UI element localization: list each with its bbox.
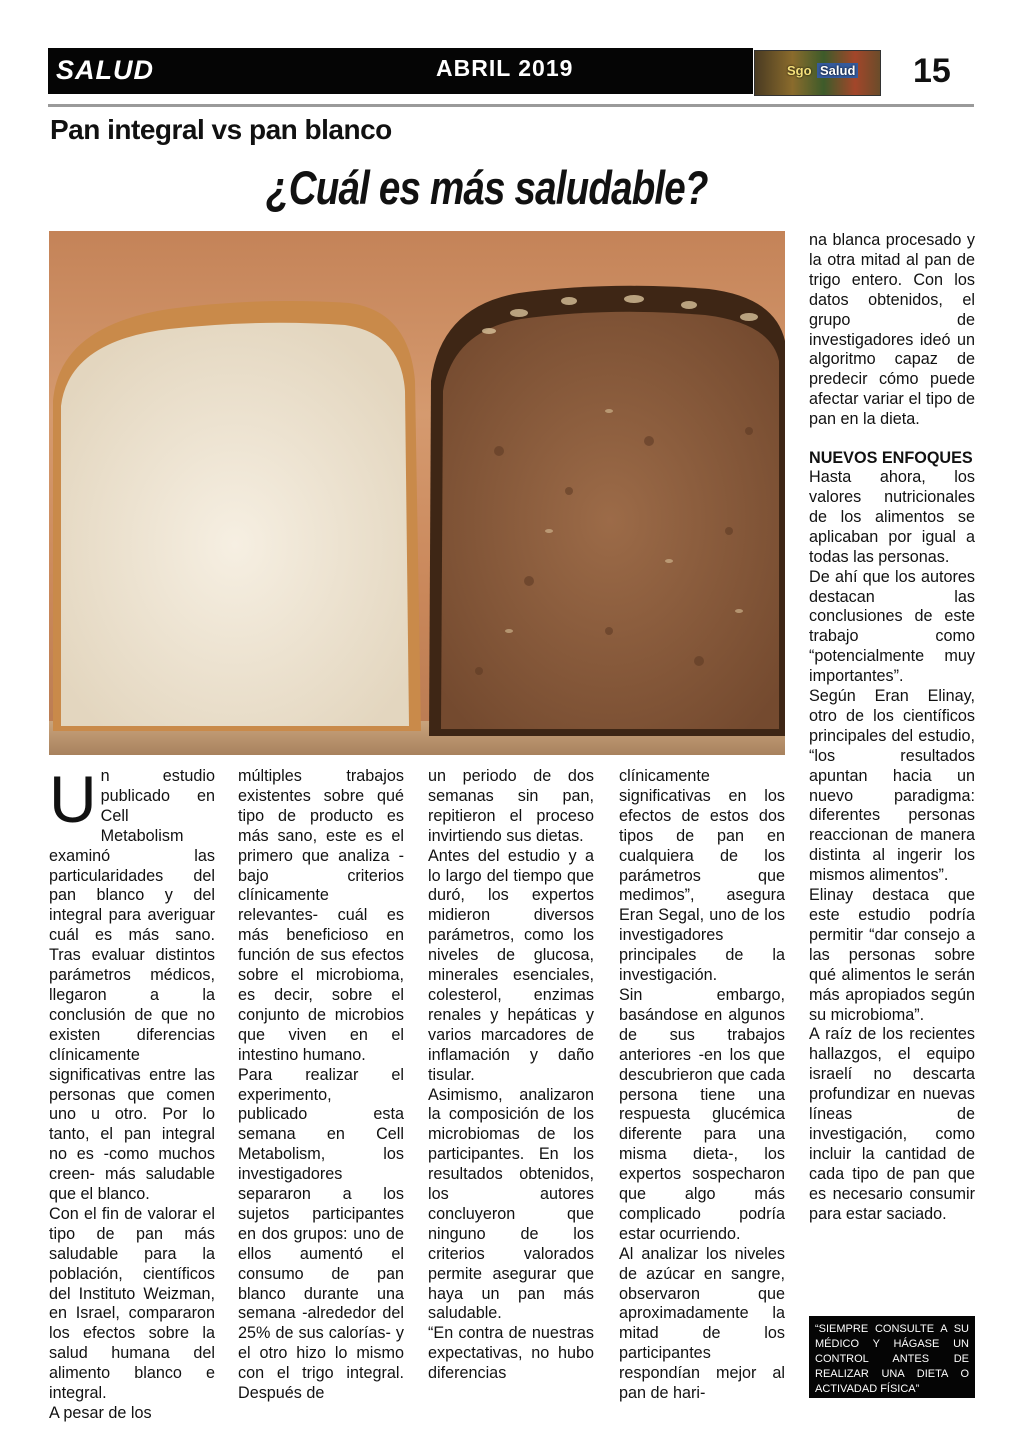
logo-text-salud: Salud <box>817 63 858 78</box>
article-column-3 <box>428 767 594 1384</box>
logo-text-sgo: Sgo <box>787 63 812 78</box>
article-column-5 <box>809 231 975 1225</box>
paragraph: Hasta ahora, los valores nutricionales de los alimentos se aplicaban por igual a todas las personas. <box>809 468 975 566</box>
paragraph: Asimismo, analizaron la composición de los microbiomas de los participantes. En los resultados obtenidos, los autores concluyeron que ninguno de los criterios valorados permite asegurar que haya un pan más saludable. <box>428 1085 594 1323</box>
subheading: NUEVOS ENFOQUES <box>809 449 973 468</box>
paragraph: Elinay destaca que este estudio podría permitir “dar consejo a las personas sobre qué alimentos le serán más apropiados según su microbioma”. <box>809 886 975 1024</box>
advice-callout: “SIEMPRE CONSULTE A SU MÉDICO Y HÁGASE UN CONTROL ANTES DE REALIZAR UNA DIETA O ACTIVADAD FÍSICA” <box>809 1316 975 1398</box>
bread-photo <box>49 231 785 755</box>
section-label: SALUD <box>56 55 154 85</box>
paragraph: Para realizar el experimento, publicado esta semana en Cell Metabolism, los investigadores separaron a los sujetos participantes en dos grupos: uno de ellos aumentó el consumo de pan blanco durante una semana -alrededor del 25% de sus calorías- y el otro hizo lo mismo con el trigo integral. Después de <box>238 1065 404 1403</box>
paragraph: Antes del estudio y a lo largo del tiempo que duró, los expertos midieron diversos parámetros, como los niveles de glucosa, minerales esenciales, colesterol, enzimas renales y hepáticas y varios marcadores de inflamación y daño tisular. <box>428 846 594 1084</box>
paragraph: na blanca procesado y la otra mitad al pan de trigo entero. Con los datos obtenidos, el grupo de investigadores ideó un algoritmo capaz de predecir cómo puede afectar variar el tipo de pan en la dieta. <box>809 231 975 429</box>
article-kicker: Pan integral vs pan blanco <box>50 114 392 145</box>
paragraph: n estudio publicado en Cell Metabolism examinó las particularidades del pan blanco y del integral para averiguar cuál es más sano. Tras evaluar distintos parámetros médicos, llegaron a la conclusión de que no existen diferencias clínicamente significativas entre las personas que comen uno u otro. Por lo tanto, el pan integral no es -como muchos creen- más saludable que el blanco. <box>49 767 215 1204</box>
article-column-4 <box>619 767 785 1404</box>
paragraph: un periodo de dos semanas sin pan, repitieron el proceso invirtiendo sus dietas. <box>428 767 594 845</box>
paragraph: De ahí que los autores destacan las conclusiones de este trabajo como “potencialmente muy importantes”. <box>809 567 975 686</box>
paragraph: Al analizar los niveles de azúcar en sangre, observaron que aproximadamente la mitad de los participantes respondían mejor al pan de hari- <box>619 1244 785 1403</box>
issue-date: ABRIL 2019 <box>436 55 574 81</box>
paragraph: múltiples trabajos existentes sobre qué tipo de producto es más sano, este es el primero que analiza -bajo criterios clínicamente relevantes- cuál es más beneficioso en función de sus efectos sobre el microbioma, es decir, sobre el conjunto de microbios que viven en el intestino humano. <box>238 767 404 1064</box>
header-rule <box>48 104 974 107</box>
paragraph: A pesar de los <box>49 1404 152 1422</box>
paragraph: Sin embargo, basándose en algunos de sus trabajos anteriores -en los que descubrieron que cada persona tiene una respuesta glucémica diferente para una misma dieta-, los expertos sospecharon que algo más complicado podría estar ocurriendo. <box>619 985 785 1243</box>
paragraph: clínicamente significativas en los efectos de estos dos tipos de pan en cualquiera de los parámetros que medimos”, asegura Eran Segal, uno de los investigadores principales de la investigación. <box>619 767 785 985</box>
article-headline: ¿Cuál es más saludable? <box>266 161 708 214</box>
article-column-2 <box>238 767 404 1404</box>
paragraph: “En contra de nuestras expectativas, no hubo diferencias <box>428 1324 594 1383</box>
bread-illustration <box>49 231 785 755</box>
drop-cap: U <box>49 762 97 836</box>
paragraph: Según Eran Elinay, otro de los científicos principales del estudio, “los resultados apuntan hacia un nuevo paradigma: diferentes personas reaccionan de manera distinta al ingerir los mismos alimentos”. <box>809 687 975 885</box>
publication-logo <box>754 50 881 96</box>
paragraph: A raíz de los recientes hallazgos, el equipo israelí no descarta profundizar en nuevas líneas de investigación, como incluir la cantidad de cada tipo de pan que es necesario consumir para estar saciado. <box>809 1025 975 1223</box>
article-column-1 <box>49 762 215 1424</box>
paragraph: Con el fin de valorar el tipo de pan más saludable para la población, científicos del Instituto Weizman, en Israel, compararon los efectos sobre la salud humana del alimento blanco e integral. <box>49 1204 215 1403</box>
page-number: 15 <box>913 52 951 90</box>
